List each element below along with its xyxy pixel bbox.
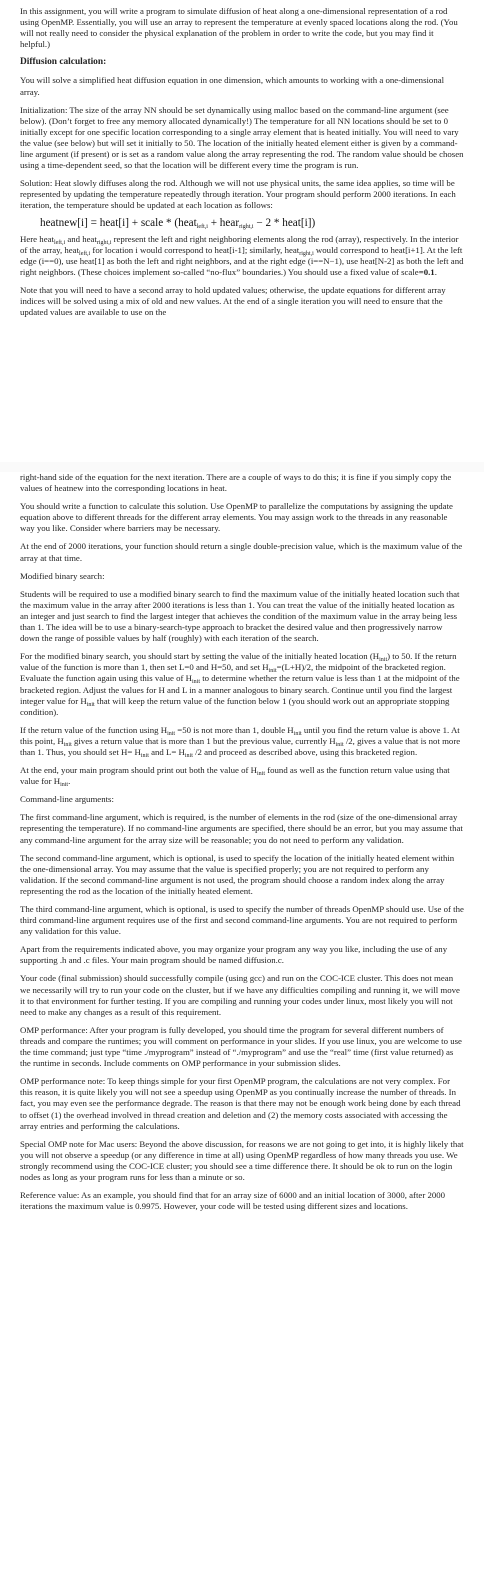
assignment-text-block [20, 6, 464, 318]
omp-performance-paragraph: OMP performance: After your program is fully developed, you should time the program for several different numbers of threads and compare the runtimes; you will comment on performance in your slides. If you use linux, you are welcome to use the time command; just type “time ./myprogram” instead of “./myprogram” and use the “real” time (first value returned) as the runtime in seconds. Include comments on OMP performance in your submission slides. [20, 1024, 462, 1069]
update-equation: heatnew[i] = heat[i] + scale * (heat$_{left,i}$ + hear$_{right,i}$ − 2 * heat[i]) [40, 216, 316, 230]
diffusion-heading: Diffusion calculation: [20, 57, 107, 68]
intro-paragraph: In this assignment, you will write a program to simulate diffusion of heat along a one-dimensional representation of a rod using OpenMP. Essentially, you will use an array to represent the temperature at evenly spaced locations along the rod. (You will not really need to consider the physical explanation of the problem in order to write the code, but you may find it helpful.) [20, 6, 458, 50]
page-break [0, 462, 484, 472]
compile-requirement-paragraph: Your code (final submission) should successfully compile (using gcc) and run on the COC-ICE cluster. This does not mean we necessarily will try to run your code on the cluster, but if we have any difficulties compiling and running it, we will move it to that environment for further testing. If you are compiling and running your codes under linux, most likely you will not need to make any changes as a result of this requirement. [20, 973, 460, 1017]
second-array-note-paragraph: Note that you will need to have a second array to hold updated values; otherwise, the update equations for different array indices will be solved using a mix of old and new values. At the end of a single iteration you will need to ensure that the updated values are available to use on the [20, 284, 446, 318]
mac-note-paragraph: Special OMP note for Mac users: Beyond the above discussion, for reasons we are not going to get into, it is highly likely that you will not observe a speedup (or any difference in time at all) using OpenMP regardless of how many threads you use. We strongly recommend using the COC-ICE cluster; you should see a time difference there. It should be ok to run on the login nodes as long as your program runs for less than a minute or so. [20, 1138, 464, 1182]
doubling-paragraph: If the return value of the function using $H_{init} =50$ is not more than 1, double $H_{init}$ until you find the return value is above 1. At this point, $H_{init}$ gives a return value that is more than 1 but the previous value, currently $H_{init}$ /2, gives a value that is not more than 1. Thus, you should set $H= H_{init}$ and $L= H_{init}$ /2 and proceed as described above, using this bracketed region. [20, 724, 461, 759]
function-paragraph: You should write a function to calculate this solution. Use OpenMP to parallelize the computations by assigning the update equation above to different threads for the different array elements. You may assign work to the threads in any reasonable way you like. Consider where barriers may be necessary. [20, 501, 453, 534]
neighbors-paragraph: Here heat$_{left,i}$ and heat$_{right,i}$ represent the left and right neighboring elements along the rod (array), respectively. In the interior of the array, heat$_{left,i}$ for location i would correspond to heat[i-1]; similarly, heat$_{right,i}$ would correspond to heat[i+1]. At the left edge (i==0), use heat[1] as both the left and right neighbors, and at the right edge (i==N−1), use heat[N-2] as both the left and right neighbors. (These choices implement so-called “no-flux” boundaries.) You should use a fixed value of scale=0.1. [20, 233, 464, 277]
assignment-text-block-continued [20, 472, 464, 1212]
students-paragraph: Students will be required to use a modified binary search to find the maximum value of the initially heated location such that the maximum value in the array after 2000 iterations is less than 1. You can treat the value of the initially heated location as an integer and just search to find the largest integer that achieves the condition of the maximum value in the array being less than 1. The idea will be to use a binary-search-type approach to bracket the desired value and then progressively narrow down the range of possible values by half (roughly) with each iteration of the search. [20, 588, 460, 644]
binary-search-heading: Modified binary search: [20, 570, 105, 581]
omp-performance-note-paragraph: OMP performance note: To keep things simple for your first OpenMP program, the calculations are not very complex. For this reason, it is quite likely you will not see a speedup using OpenMP as you continually increase the number of threads. In fact, you may even see the performance degrade. The reason is that there may not be enough work being done by each thread to offset (1) the overhead involved in thread creation and deletion and (2) the memory costs associated with accessing the array entries and performing the calculations. [20, 1076, 461, 1131]
diffusion-paragraph: You will solve a simplified heat diffusion equation in one dimension, which amounts to working with a one-dimensional array. [20, 75, 445, 97]
organization-paragraph: Apart from the requirements indicated above, you may organize your program any way you like, including the use of any supporting .h and .c files. Your main program should be named diffusion.c. [20, 944, 448, 966]
initialization-paragraph: Initialization: The size of the array NN should be set dynamically using malloc based on the command-line argument (see below). (Don’t forget to free any memory allocated dynamically!) The temperature for all NN locations should be set to 0 initially except for one specific location corresponding to a single array element that is heated initially. You will need to vary the value (see below) but will set it initially to 50. The location of the initially heated element either is given by a command-line argument (if present) or is set as a random value along the array representing the rod. The random value should be chosen using a time-dependent seed, so that the location will be different every time the program is run. [20, 104, 464, 171]
reference-value-paragraph: Reference value: As an example, you should find that for an array size of 6000 and an initial location of 3000, after 2000 iterations the maximum value is 0.9975. However, your code will be tested using different sizes and locations. [20, 1190, 446, 1212]
modified-binary-search-paragraph: For the modified binary search, you should start by setting the value of the initially heated location $(H_{init})$ to 50. If the return value of the function is more than 1, then set L=0 and H=50, and set $H_{init}=(L+H)/2$, the midpoint of the bracketed region. Evaluate the function again using this value of $H_{init}$ to determine whether the return value is less than 1 at the midpoint of the bracketed region. Adjust the values for H and L in a manner analogous to binary search. Continue until you find the largest integer value for $H_{init}$ that will keep the return value of the function below 1 (you should work out an appropriate stopping condition). [20, 651, 460, 717]
first-argument-paragraph: The first command-line argument, which is required, is the number of elements in the rod (size of the one-dimensional array representing the temperature). If no command-line arguments are specified, there should be an error, but you may assume that any command-line argument for the array size will be reasonable; you do not need to perform any validation. [20, 812, 463, 845]
print-output-paragraph: At the end, your main program should print out both the value of $H_{init}$ found as well as the function return value using that value for $H_{init}$. [20, 765, 450, 789]
command-line-heading: Command-line arguments: [20, 794, 114, 805]
right-hand-side-paragraph: right-hand side of the equation for the next iteration. There are a couple of ways to do this; it is fine if you simply copy the values of heatnew into the corresponding locations in heat. [20, 472, 452, 494]
second-argument-paragraph: The second command-line argument, which is optional, is used to specify the location of the initially heated element within the one-dimensional array. You may assume that the value is specified properly; you are not required to perform any validation. If the second command-line argument is not used, the program should choose a random index along the array representing the rod as the location of the initially heated element. [20, 852, 455, 896]
third-argument-paragraph: The third command-line argument, which is optional, is used to specify the number of threads OpenMP should use. Use of the third command-line argument requires use of the first and second command-line arguments. You are not required to perform any validation for this value. [20, 904, 464, 937]
return-value-paragraph: At the end of 2000 iterations, your function should return a single double-precision value, which is the maximum value of the array at that time. [20, 541, 463, 563]
solution-paragraph: Solution: Heat slowly diffuses along the rod. Although we will not use physical units, the same idea applies, so time will be represented by updating the temperature repeatedly through iteration. Your program should perform 2000 iterations. In each iteration, the temperature should be updated at each location as follows: [20, 178, 456, 211]
